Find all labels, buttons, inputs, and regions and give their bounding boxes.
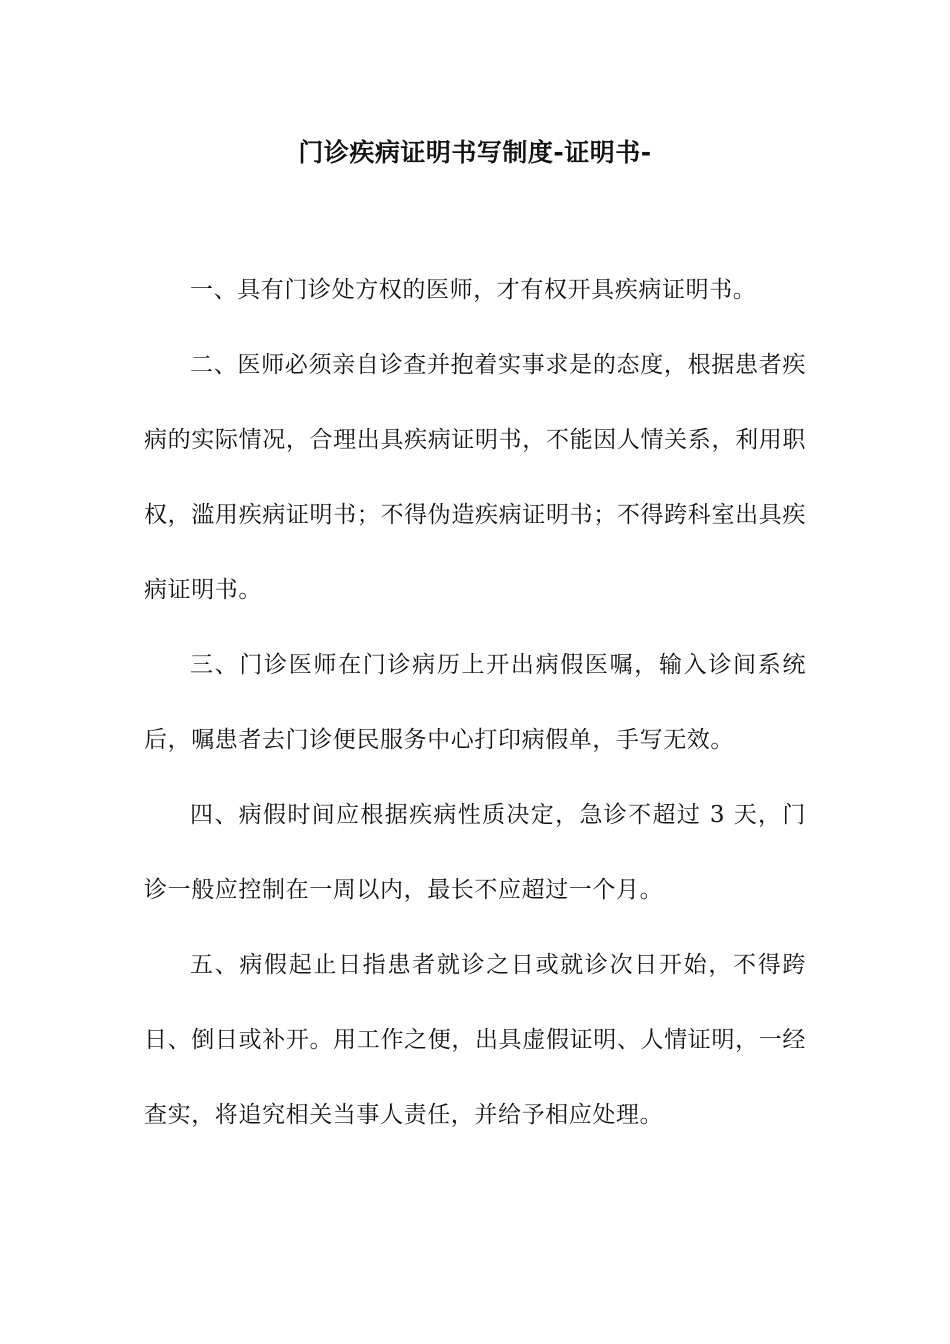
paragraph-2: 二、医师必须亲自诊查并抱着实事求是的态度，根据患者疾病的实际情况，合理出具疾病证明书，不能因人情关系，利用职权，滥用疾病证明书；不得伪造疾病证明书；不得跨科室出具疾病证明书。: [144, 352, 806, 603]
document-title: 门诊疾病证明书写制度-证明书-: [298, 138, 652, 167]
paragraph-1: 一、具有门诊处方权的医师，才有权开具疾病证明书。: [190, 277, 757, 303]
paragraph-5: 五、病假起止日指患者就诊之日或就诊次日开始，不得跨日、倒日或补开。用工作之便，出具虚假证明、人情证明，一经查实，将追究相关当事人责任，并给予相应处理。: [144, 952, 806, 1128]
paragraph-4: 四、病假时间应根据疾病性质决定，急诊不超过 3 天，门诊一般应控制在一周以内，最长不应超过一个月。: [144, 802, 806, 903]
paragraph-3: 三、门诊医师在门诊病历上开出病假医嘱，输入诊间系统后，嘱患者去门诊便民服务中心打印病假单，手写无效。: [144, 652, 806, 753]
document-body: [144, 253, 806, 1153]
